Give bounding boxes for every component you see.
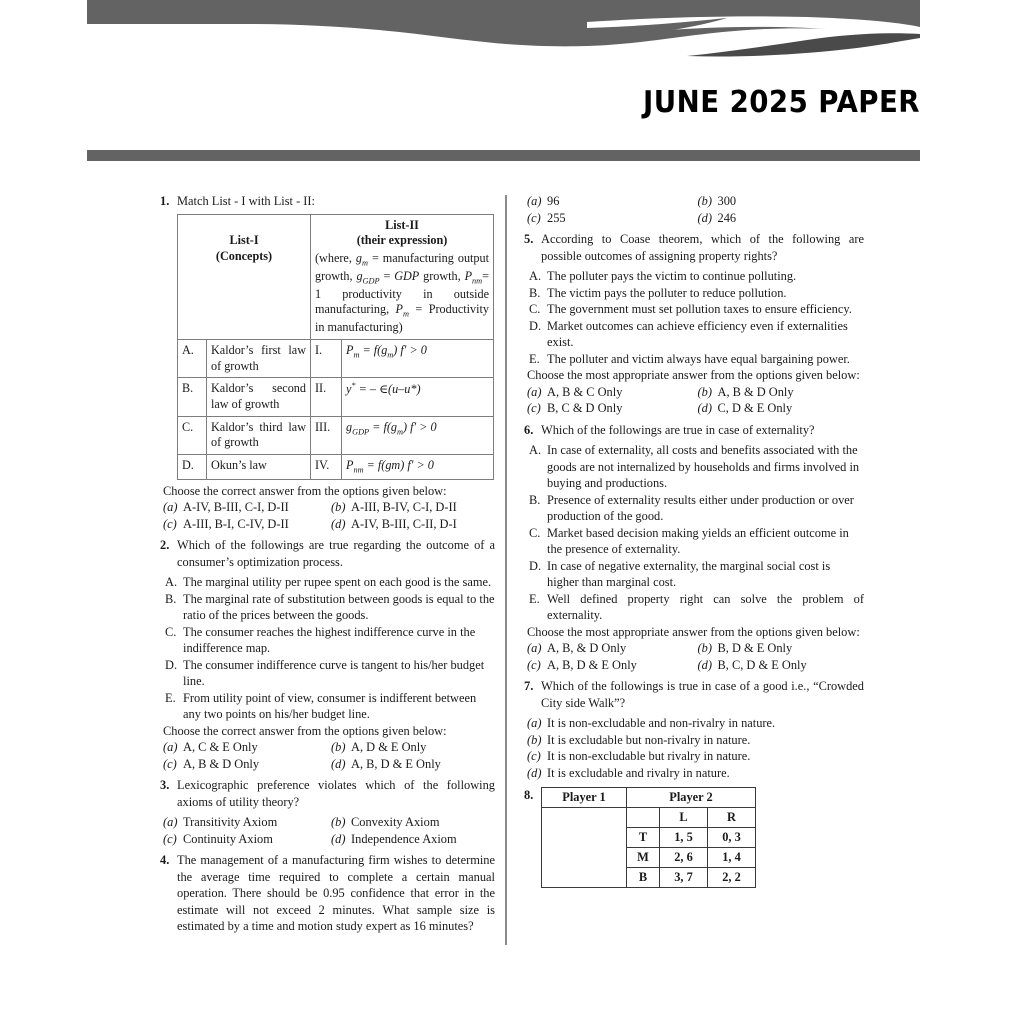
question-number: 1.	[160, 194, 170, 208]
option-a[interactable]: (a) A, C & E Only	[163, 740, 258, 755]
question-text: According to Coase theorem, which of the following are possible outcomes of assigning property rights?	[541, 232, 864, 263]
q5-options	[527, 384, 864, 417]
table-header-row	[178, 214, 494, 340]
statement-b: B. Presence of externality results either under production or over production of the good.	[529, 492, 854, 523]
table-row	[542, 828, 756, 848]
option-c[interactable]: (c) A, B, D & E Only	[527, 657, 637, 672]
header-decorative-band	[87, 0, 920, 58]
question-text: Which of the followings are true in case of externality?	[541, 422, 815, 437]
option-b[interactable]: (b) A, B & D Only	[697, 384, 794, 399]
table-row	[178, 378, 494, 416]
question-number: 5.	[524, 232, 534, 246]
payoff-cell: 3, 7	[660, 868, 708, 888]
statement-d: D. The consumer indifference curve is tangent to his/her budget line.	[165, 657, 485, 689]
option-c[interactable]: (c) B, C & D Only	[527, 401, 623, 415]
row-roman: II.	[311, 378, 342, 416]
table-row	[542, 808, 756, 828]
option-b[interactable]: (b) Convexity Axiom	[331, 815, 440, 830]
row-expression: $g_{GDP} = f(g_m) f' > 0$	[342, 416, 494, 454]
payoff-cell: 2, 2	[708, 868, 756, 888]
question-text: Match List - I with List - II:	[177, 194, 315, 208]
payoff-matrix-table	[541, 787, 756, 888]
row-expression: $P_m = f(g_m) f' > 0$	[342, 340, 494, 378]
option-b[interactable]: (b) It is excludable but non-rivalry in nature.	[527, 732, 751, 747]
option-a[interactable]: (a) A, B, & D Only	[527, 641, 627, 655]
statement-b: B. The marginal rate of substitution between goods is equal to the ratio of the prices between the goods.	[165, 591, 495, 623]
row-expression: y* = – ∈(u–u*)	[342, 378, 494, 416]
statement-e: E. Well defined property right can solve the problem of externality.	[529, 591, 864, 622]
q3-options	[163, 814, 495, 847]
q5-choose-instruction: Choose the most appropriate answer from the options given below:	[527, 368, 860, 382]
option-d[interactable]: (d) A-IV, B-III, C-II, D-I	[331, 516, 457, 531]
table-row	[542, 868, 756, 888]
column-divider	[505, 195, 507, 945]
page-title: JUNE 2025 PAPER	[643, 85, 920, 120]
option-b[interactable]: (b) A-III, B-IV, C-I, D-II	[331, 500, 457, 515]
row-concept: Kaldor’s third law of growth	[207, 416, 311, 454]
option-c[interactable]: (c) Continuity Axiom	[163, 831, 273, 846]
question-text: The management of a manufacturing firm wishes to determine the average time required to complete a certain manual operation. There should be 0.95 confidence that error in the estimate will not exceed 2 minutes. What sample size is estimated by a time and motion study expert as 16 minutes?	[177, 853, 495, 934]
table-row	[178, 416, 494, 454]
statement-c: C. The government must set pollution taxes to ensure efficiency.	[529, 302, 852, 316]
col-header-r: R	[708, 808, 756, 828]
option-c[interactable]: (c) It is non-excludable but rivalry in nature.	[527, 749, 751, 763]
statement-a: A. The polluter pays the victim to continue polluting.	[529, 269, 797, 283]
question-text: Which of the followings is true in case of a good i.e., “Crowded City side Walk”?	[541, 679, 864, 710]
question-1	[160, 193, 495, 210]
option-a[interactable]: (a) It is non-excludable and non-rivalry in nature.	[527, 716, 776, 730]
row-expression: $P_{nm} = f(gm) f' > 0$	[342, 454, 494, 479]
option-c[interactable]: (c) A-III, B-I, C-IV, D-II	[163, 516, 289, 531]
payoff-cell: 0, 3	[708, 828, 756, 848]
list-2-header: List-II (their expression) (where, $g_m$ = manufacturing output growth, $g_{GDP}$ = GDP growth, $P_{nm}= 1$ productivity in outside manufacturing, $P_m$ = Productivity in manufacturing)	[311, 214, 494, 340]
statement-c: C. The consumer reaches the highest indifference curve in the indifference map.	[165, 624, 476, 656]
table-row	[542, 848, 756, 868]
q2-options	[163, 739, 495, 772]
option-a[interactable]: (a) A-IV, B-III, C-I, D-II	[163, 500, 289, 515]
list-1-header: List-I (Concepts)	[178, 214, 311, 340]
row-roman: I.	[311, 340, 342, 378]
row-concept: Kaldor’s second law of growth	[207, 378, 311, 416]
q2-statements	[160, 574, 495, 723]
question-text: Lexicographic preference violates which of the following axioms of utility theory?	[177, 778, 495, 809]
row-concept: Okun’s law	[207, 454, 311, 479]
statement-e: E. The polluter and victim always have equal bargaining power.	[529, 351, 850, 366]
row-concept: Kaldor’s first law of growth	[207, 340, 311, 378]
option-d[interactable]: (d) C, D & E Only	[697, 401, 793, 415]
q6-choose-instruction: Choose the most appropriate answer from the options given below:	[527, 624, 860, 639]
row-key: D.	[178, 454, 207, 479]
row-key: C.	[178, 416, 207, 454]
player1-spacer	[542, 808, 627, 828]
player1-spacer	[542, 848, 627, 868]
option-b[interactable]: (b) B, D & E Only	[697, 641, 793, 655]
player1-spacer	[542, 828, 627, 848]
statement-d: D. Market outcomes can achieve efficiency even if externalities exist.	[529, 318, 848, 349]
statement-a: A. The marginal utility per rupee spent on each good is the same.	[165, 575, 492, 590]
option-b[interactable]: (b) A, D & E Only	[331, 740, 427, 755]
question-number: 2.	[160, 538, 170, 553]
row-label-t: T	[627, 828, 660, 848]
player1-header: Player 1	[542, 788, 627, 808]
row-key: A.	[178, 340, 207, 378]
option-d[interactable]: (d) 246	[697, 210, 737, 225]
option-a[interactable]: (a) A, B & C Only	[527, 384, 623, 399]
header-rule	[87, 150, 920, 161]
payoff-cell: 2, 6	[660, 848, 708, 868]
question-2	[160, 537, 495, 570]
col-header-l: L	[660, 808, 708, 828]
option-c[interactable]: (c) 255	[527, 210, 566, 225]
row-label-b: B	[627, 868, 660, 888]
statement-e: E. From utility point of view, consumer is indifferent between any two points on his/her budget line.	[165, 690, 477, 722]
option-d[interactable]: (d) It is excludable and rivalry in nature.	[527, 765, 730, 780]
question-3	[160, 777, 495, 810]
question-number: 6.	[524, 422, 534, 437]
option-d[interactable]: (d) A, B, D & E Only	[331, 756, 441, 771]
q4-options	[527, 193, 864, 226]
question-number: 8.	[524, 788, 534, 802]
table-row	[178, 454, 494, 479]
player2-header: Player 2	[627, 788, 756, 808]
statement-d: D. In case of negative externality, the marginal social cost is higher than marginal cost.	[529, 558, 831, 589]
question-6	[524, 422, 864, 439]
q1-options	[163, 499, 495, 532]
option-b[interactable]: (b) 300	[697, 194, 737, 208]
q2-choose-instruction: Choose the correct answer from the options given below:	[163, 723, 447, 738]
row-label-m: M	[627, 848, 660, 868]
question-text: Which of the followings are true regarding the outcome of a consumer’s optimization process.	[177, 538, 495, 569]
question-4	[160, 852, 495, 935]
option-a[interactable]: (a) Transitivity Axiom	[163, 815, 278, 830]
question-number: 7.	[524, 679, 534, 693]
question-number: 3.	[160, 778, 170, 793]
statement-a: A. In case of externality, all costs and benefits associated with the goods are not internalized by households and firms involved in buying and productions.	[529, 443, 860, 490]
q1-choose-instruction: Choose the correct answer from the options given below:	[163, 483, 447, 498]
right-column	[524, 193, 864, 888]
payoff-cell: 1, 4	[708, 848, 756, 868]
table-row	[542, 788, 756, 808]
q6-options	[527, 640, 864, 673]
row-roman: III.	[311, 416, 342, 454]
option-c[interactable]: (c) A, B & D Only	[163, 756, 260, 771]
option-d[interactable]: (d) Independence Axiom	[331, 831, 457, 846]
payoff-cell: 1, 5	[660, 828, 708, 848]
corner-blank	[627, 808, 660, 828]
question-7	[524, 678, 864, 711]
left-column	[160, 193, 495, 939]
q6-statements	[524, 442, 864, 624]
question-5	[524, 231, 864, 264]
row-key: B.	[178, 378, 207, 416]
option-d[interactable]: (d) B, C, D & E Only	[697, 657, 807, 672]
question-number: 4.	[160, 853, 170, 868]
statement-b: B. The victim pays the polluter to reduce pollution.	[529, 285, 787, 300]
option-a[interactable]: (a) 96	[527, 194, 560, 208]
match-list-table	[177, 214, 494, 480]
table-row	[178, 340, 494, 378]
row-roman: IV.	[311, 454, 342, 479]
statement-c: C. Market based decision making yields an efficient outcome in the presence of externality.	[529, 525, 849, 556]
list-2-note: (where, $g_m$ = manufacturing output growth, $g_{GDP}$ = GDP growth, $P_{nm}= 1$ productivity in outside manufacturing, $P_m$ = Productivity in manufacturing)	[315, 250, 490, 335]
q5-statements	[524, 268, 864, 367]
q7-options	[527, 715, 864, 781]
player1-spacer	[542, 868, 627, 888]
question-8	[524, 787, 864, 888]
